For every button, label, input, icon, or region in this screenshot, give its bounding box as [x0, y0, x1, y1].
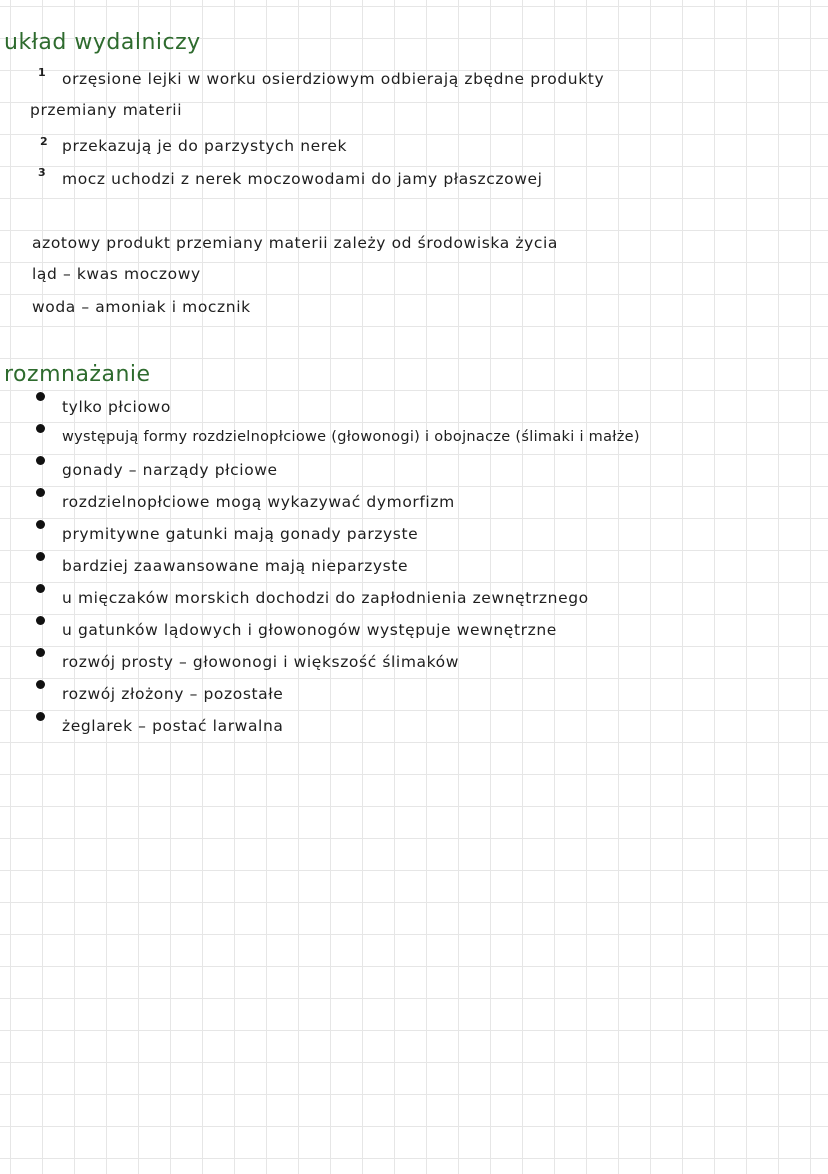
step-text: orzęsione lejki w worku osierdziowym odbierają zbędne produkty — [62, 70, 605, 88]
bullet-icon — [36, 584, 45, 593]
step-text-continuation: przemiany materii — [30, 101, 183, 119]
bullet-icon — [36, 520, 45, 529]
step-text: przekazują je do parzystych nerek — [62, 137, 348, 155]
bullet-icon — [36, 392, 45, 401]
step-number: 2 — [40, 135, 48, 148]
section-title-rozmnazanie: rozmnażanie — [4, 362, 151, 387]
bullet-icon — [36, 552, 45, 561]
bullet-icon — [36, 680, 45, 689]
list-item: prymitywne gatunki mają gonady parzyste — [62, 525, 419, 543]
note-line: azotowy produkt przemiany materii zależy od środowiska życia — [32, 234, 558, 252]
list-item: rozdzielnopłciowe mogą wykazywać dymorfizm — [62, 493, 455, 511]
bullet-icon — [36, 648, 45, 657]
bullet-icon — [36, 456, 45, 465]
note-line: woda – amoniak i mocznik — [32, 298, 251, 316]
bullet-icon — [36, 712, 45, 721]
list-item: rozwój złożony – pozostałe — [62, 685, 284, 703]
section-title-uklad-wydalniczy: układ wydalniczy — [4, 30, 201, 55]
list-item: występują formy rozdzielnopłciowe (głowonogi) i obojnacze (ślimaki i małże) — [62, 429, 640, 445]
bullet-icon — [36, 488, 45, 497]
list-item: u gatunków lądowych i głowonogów występuje wewnętrzne — [62, 621, 557, 639]
step-number: 1 — [38, 66, 46, 79]
bullet-icon — [36, 616, 45, 625]
bullet-icon — [36, 424, 45, 433]
note-line: ląd – kwas moczowy — [32, 265, 201, 283]
list-item: bardziej zaawansowane mają nieparzyste — [62, 557, 409, 575]
list-item: żeglarek – postać larwalna — [62, 717, 284, 735]
step-number: 3 — [38, 166, 46, 179]
list-item: u mięczaków morskich dochodzi do zapłodnienia zewnętrznego — [62, 589, 589, 607]
list-item: rozwój prosty – głowonogi i większość ślimaków — [62, 653, 460, 671]
list-item: gonady – narządy płciowe — [62, 461, 278, 479]
step-text: mocz uchodzi z nerek moczowodami do jamy płaszczowej — [62, 170, 543, 188]
list-item: tylko płciowo — [62, 398, 171, 416]
